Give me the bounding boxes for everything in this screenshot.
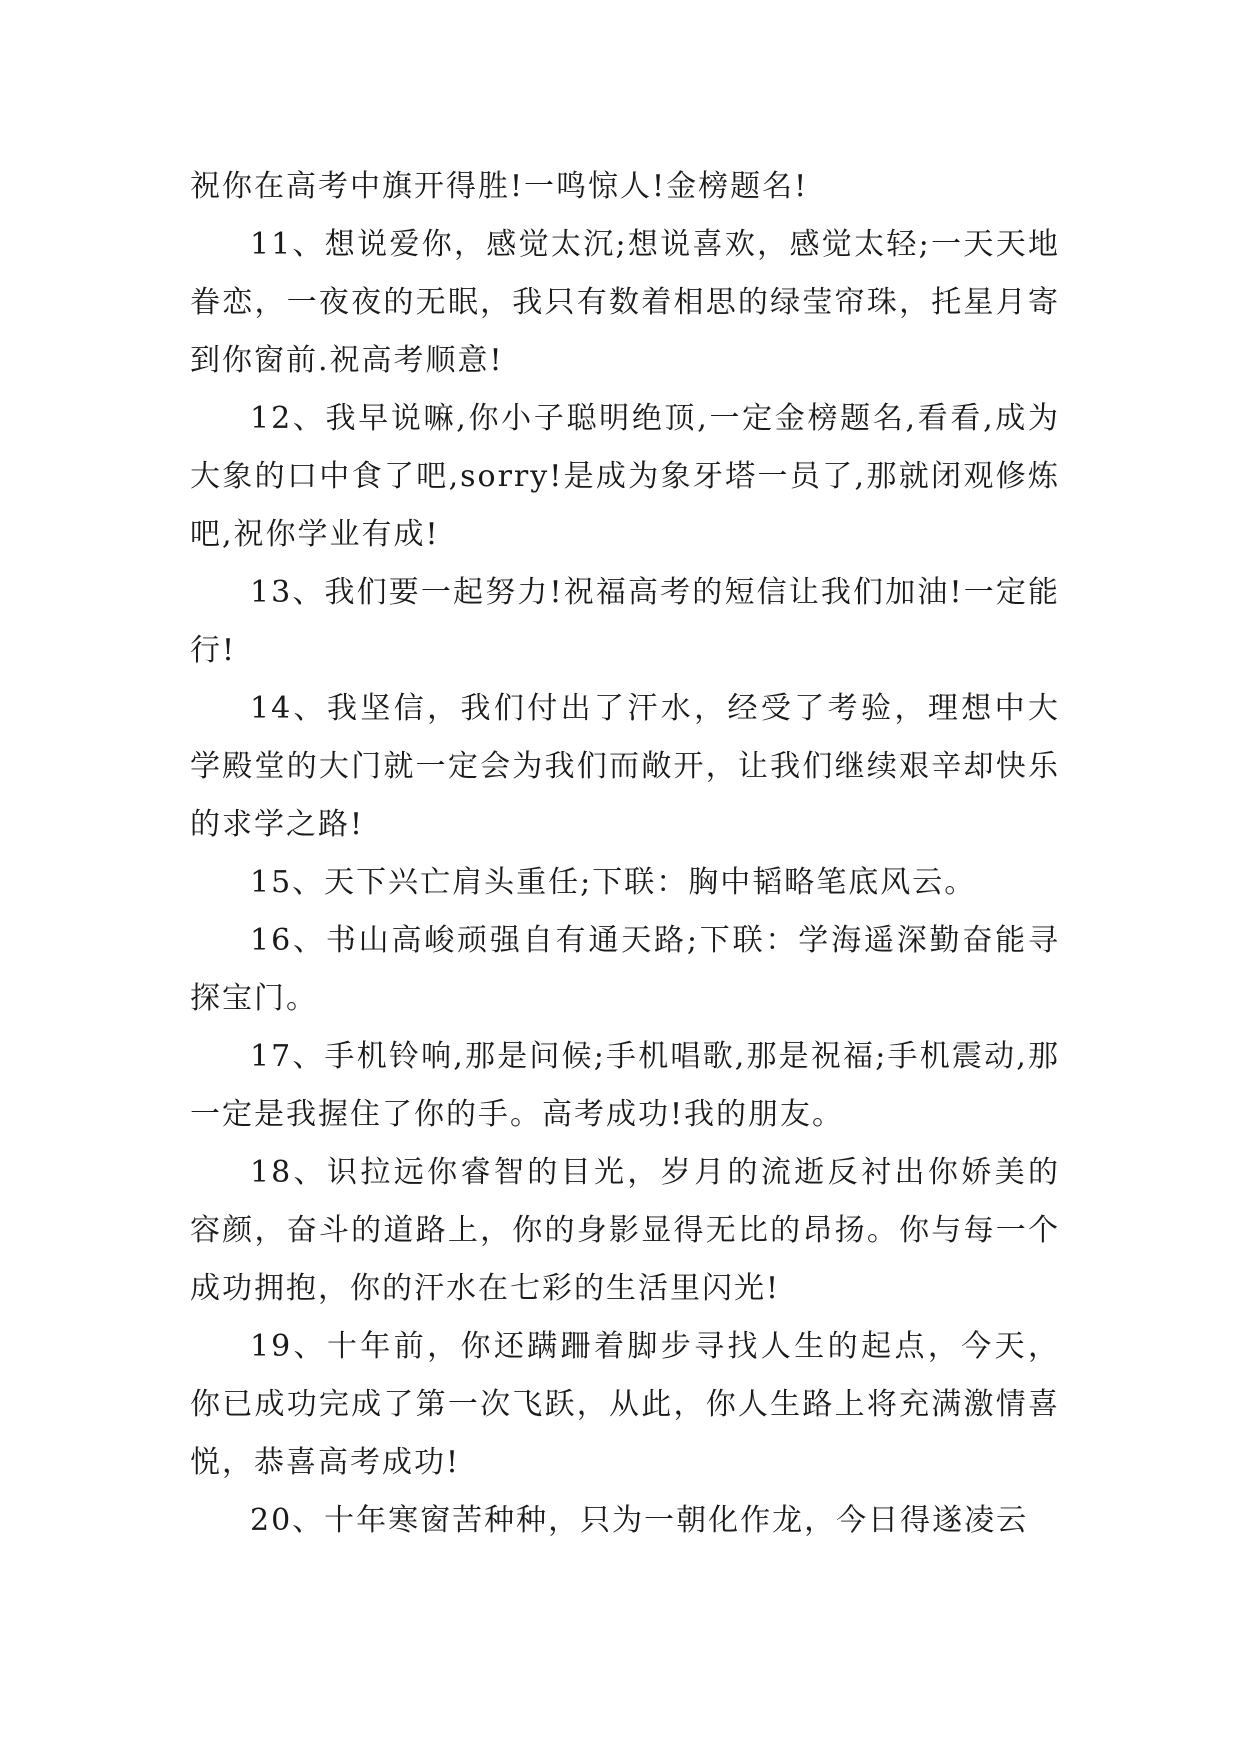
paragraph-0: 祝你在高考中旗开得胜!一鸣惊人!金榜题名! — [190, 169, 809, 204]
paragraph-17: 17、手机铃响,那是问候;手机唱歌,那是祝福;手机震动,那一定是我握住了你的手。高考成功!我的朋友。 — [190, 1039, 1060, 1132]
paragraph-19: 19、十年前，你还蹒跚着脚步寻找人生的起点，今天，你已成功完成了第一次飞跃，从此，你人生路上将充满激情喜悦，恭喜高考成功! — [190, 1329, 1060, 1480]
paragraph-15: 15、天下兴亡肩头重任;下联：胸中韬略笔底风云。 — [250, 865, 977, 900]
paragraph-20: 20、十年寒窗苦种种，只为一朝化作龙，今日得遂凌云 — [250, 1503, 1029, 1538]
paragraph-14: 14、我坚信，我们付出了汗水，经受了考验，理想中大学殿堂的大门就一定会为我们而敞开，让我们继续艰辛却快乐的求学之路! — [190, 691, 1060, 842]
paragraph-12: 12、我早说嘛,你小子聪明绝顶,一定金榜题名,看看,成为大象的口中食了吧,sorry!是成为象牙塔一员了,那就闭观修炼吧,祝你学业有成! — [190, 401, 1060, 552]
document-body — [190, 158, 1060, 1550]
paragraph-18: 18、识拉远你睿智的目光，岁月的流逝反衬出你娇美的容颜，奋斗的道路上，你的身影显得无比的昂扬。你与每一个成功拥抱，你的汗水在七彩的生活里闪光! — [190, 1155, 1060, 1306]
paragraph-13: 13、我们要一起努力!祝福高考的短信让我们加油!一定能行! — [190, 575, 1060, 668]
paragraph-16: 16、书山高峻顽强自有通天路;下联：学海遥深勤奋能寻探宝门。 — [190, 923, 1060, 1016]
paragraph-11: 11、想说爱你，感觉太沉;想说喜欢，感觉太轻;一天天地眷恋，一夜夜的无眠，我只有数着相思的绿莹帘珠，托星月寄到你窗前.祝高考顺意! — [190, 227, 1060, 378]
